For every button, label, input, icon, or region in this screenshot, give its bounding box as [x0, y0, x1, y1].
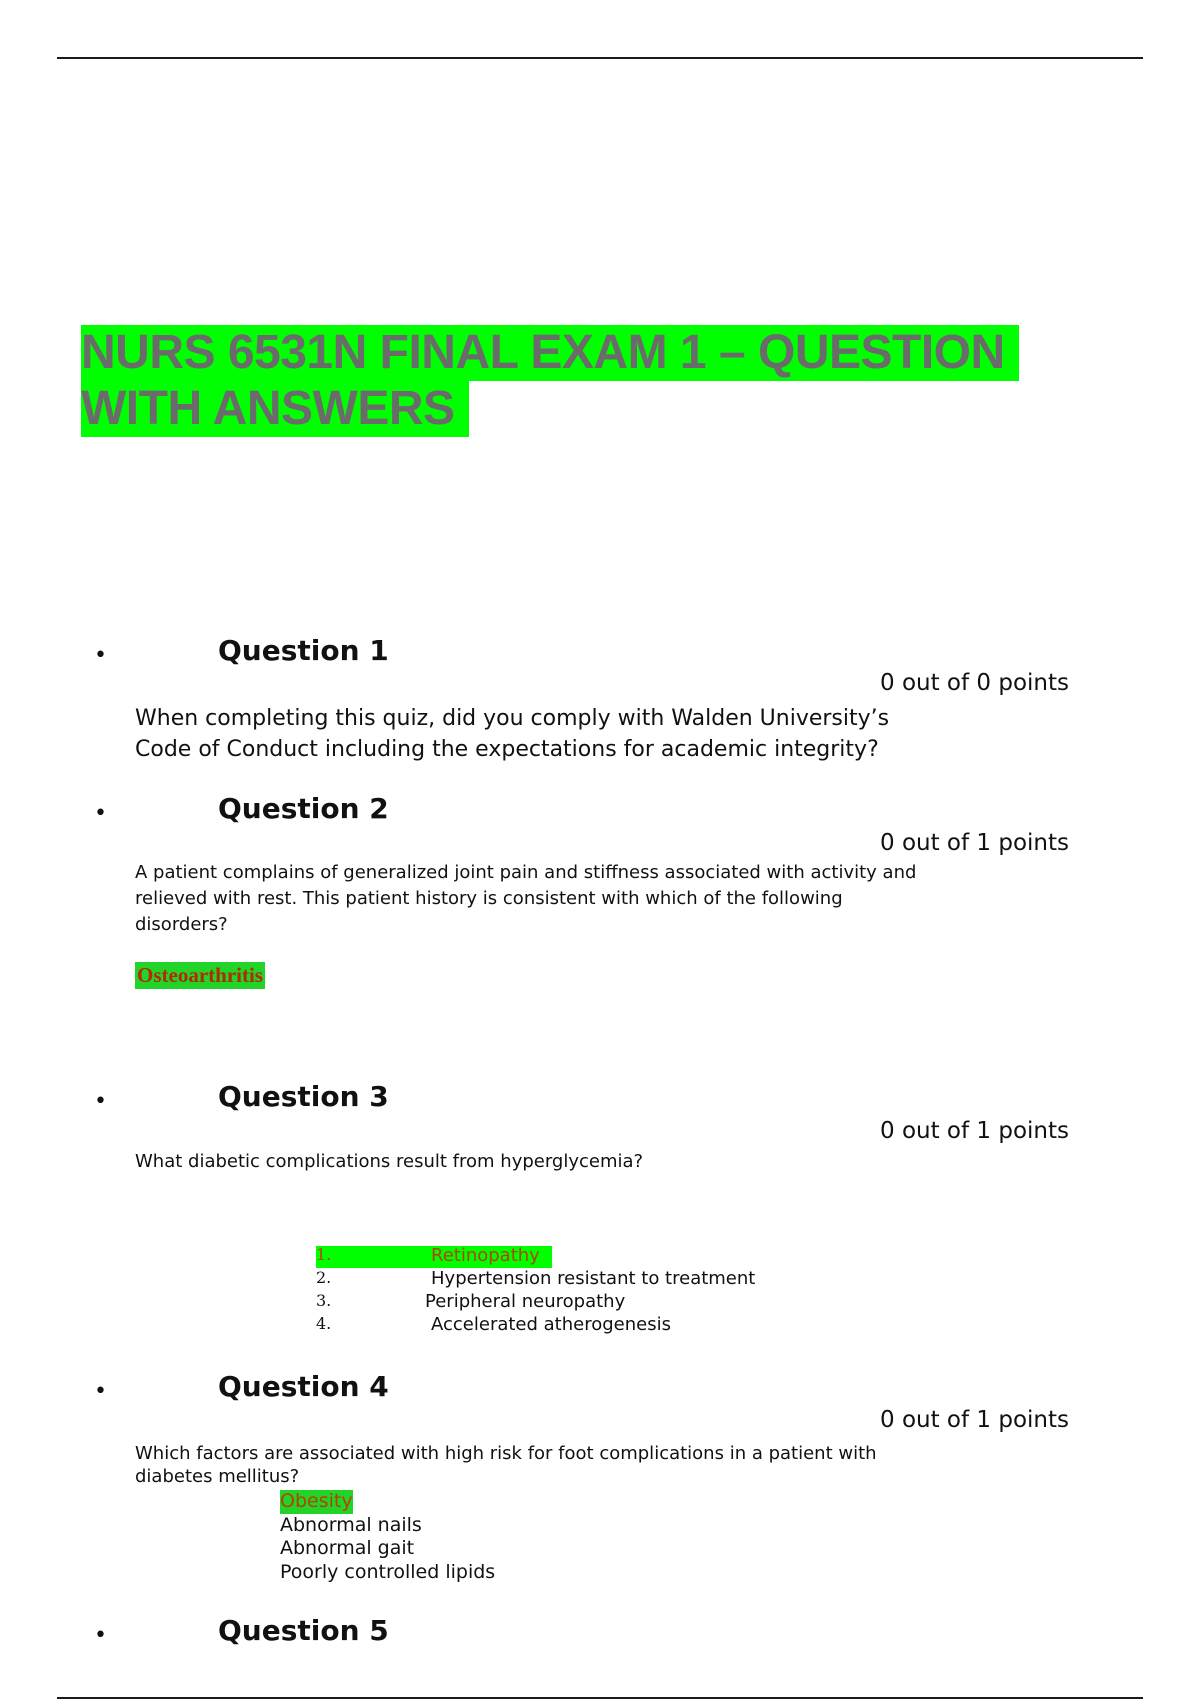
points-label: 0 out of 1 points: [880, 1407, 1069, 1433]
points-label: 0 out of 0 points: [880, 670, 1069, 696]
option-item: [316, 1268, 836, 1291]
option-number: 4.: [316, 1314, 332, 1333]
option-item: Abnormal nails: [280, 1513, 422, 1536]
option-number: 1.: [316, 1245, 332, 1264]
question-heading: Question 3: [218, 1080, 389, 1113]
option-item: Poorly controlled lipids: [280, 1560, 496, 1583]
option-item: [316, 1314, 836, 1337]
option-label: Hypertension resistant to treatment: [431, 1268, 756, 1289]
option-number: 3.: [316, 1291, 332, 1310]
bullet-icon: •: [94, 1623, 107, 1648]
bullet-icon: •: [94, 643, 107, 668]
option-item-highlighted: Obesity: [280, 1490, 353, 1512]
option-item: [316, 1291, 836, 1314]
question-text: [135, 703, 1035, 765]
question-text-line: diabetes mellitus?: [135, 1466, 300, 1487]
points-label: 0 out of 1 points: [880, 830, 1069, 856]
bullet-icon: •: [94, 1379, 107, 1404]
bottom-rule: [57, 1697, 1143, 1699]
question-text-line: When completing this quiz, did you comply with Walden University’s: [135, 706, 890, 731]
points-label: 0 out of 1 points: [880, 1118, 1069, 1144]
question-text-line: A patient complains of generalized joint pain and stiffness associated with activity and: [135, 862, 917, 883]
question-heading: Question 2: [218, 792, 389, 825]
question-heading: Question 4: [218, 1370, 389, 1403]
option-list: [316, 1245, 836, 1337]
option-item: Abnormal gait: [280, 1537, 415, 1559]
option-list: [280, 1490, 495, 1584]
document-title: [81, 325, 1019, 437]
question-text: [135, 1442, 1015, 1488]
option-label: Accelerated atherogenesis: [431, 1314, 671, 1335]
option-label: Peripheral neuropathy: [425, 1291, 626, 1312]
question-text-line: Code of Conduct including the expectations for academic integrity?: [135, 737, 879, 762]
question-text: What diabetic complications result from hyperglycemia?: [135, 1151, 644, 1172]
option-label: Retinopathy: [431, 1245, 540, 1266]
bullet-icon: •: [94, 1089, 107, 1114]
title-line-1: NURS 6531N FINAL EXAM 1 – QUESTION: [81, 325, 1019, 381]
option-number: 2.: [316, 1268, 332, 1287]
question-heading: Question 5: [218, 1614, 389, 1647]
top-rule: [57, 57, 1143, 59]
title-line-2: WITH ANSWERS: [81, 381, 469, 437]
question-text-line: disorders?: [135, 914, 228, 935]
question-text-line: Which factors are associated with high risk for foot complications in a patient with: [135, 1443, 877, 1464]
question-text-line: relieved with rest. This patient history is consistent with which of the following: [135, 888, 843, 909]
bullet-icon: •: [94, 801, 107, 826]
question-heading: Question 1: [218, 634, 389, 667]
answer-highlight: Osteoarthritis: [137, 963, 263, 987]
question-text: [135, 860, 1015, 938]
option-item: [316, 1245, 836, 1268]
